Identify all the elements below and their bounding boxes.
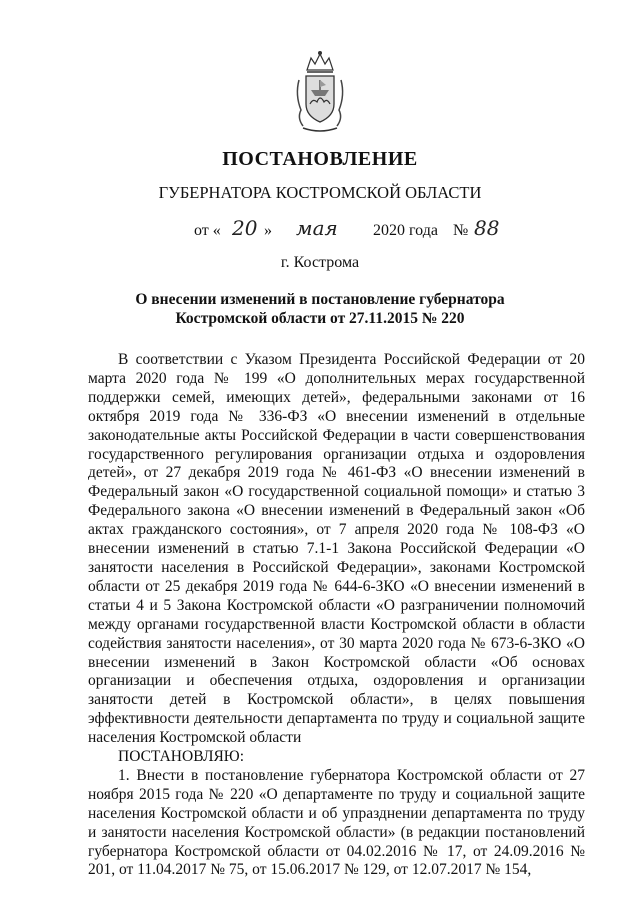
document-title: ПОСТАНОВЛЕНИЕ xyxy=(222,148,418,170)
subject-line-1: О внесении изменений в постановление губернатора xyxy=(135,291,505,308)
document-subject xyxy=(0,290,640,328)
handwritten-number: 88 xyxy=(474,216,500,240)
date-close-quote: » xyxy=(264,222,272,239)
handwritten-day: 20 xyxy=(232,216,258,240)
decree-word: ПОСТАНОВЛЯЮ: xyxy=(118,748,245,766)
issuer-title: ГУБЕРНАТОРА КОСТРОМСКОЙ ОБЛАСТИ xyxy=(158,183,482,202)
date-year: 2020 года xyxy=(373,222,438,239)
date-prefix: от « xyxy=(194,222,221,239)
subject-line-2: Костромской области от 27.11.2015 № 220 xyxy=(175,310,465,327)
preamble-paragraph: В соответствии с Указом Президента Российской Федерации от 20 марта 2020 года № 199 «О дополнительных мерах государственной поддержки семей, имеющих детей», федеральными законами от 16 октября 2019 года № 336-ФЗ «О внесении изменений в отдельные законодательные акты Российской Федерации в части совершенствования государственного регулирования организации отдыха и оздоровления детей», от 27 декабря 2019 года № 461-ФЗ «О внесении изменений в Федеральный закон «О государственной социальной помощи» и статью 3 Федерального закона «О внесении изменений в Федеральный закон «Об актах гражданского состояния», от 7 апреля 2020 года № 108-ФЗ «О внесении изменений в статью 7.1-1 Закона Российской Федерации «О занятости населения в Российской Федерации», законами Костромской области от 25 декабря 2019 года № 644-6-ЗКО «О внесении изменений в статьи 4 и 5 Закона Костромской области «О разграничении полномочий между органами государственной власти Костромской области в области содействия занятости населения», от 30 марта 2020 года № 673-6-ЗКО «О внесении изменений в Закон Костромской области «Об основах организации и обеспечения отдыха, оздоровления и организации занятости детей в Костромской области», в целях повышения эффективности деятельности департамента по труду и социальной защите населения Костромской области xyxy=(88,351,585,747)
document-body xyxy=(88,351,585,880)
city-line: г. Кострома xyxy=(280,254,360,271)
date-line xyxy=(0,216,640,246)
item-1-paragraph: 1. Внести в постановление губернатора Костромской области от 27 ноября 2015 года № 220 «О департаменте по труду и социальной защите населения Костромской области и об упразднении департамента по труду и занятости населения Костромской области» (в редакции постановлений губернатора Костромской области от 04.02.2016 № 17, от 24.09.2016 № 201, от 11.04.2017 № 75, от 15.06.2017 № 129, от 12.07.2017 № 154, xyxy=(88,766,585,879)
number-sign: № xyxy=(453,222,469,239)
handwritten-month: мая xyxy=(296,216,338,240)
coat-of-arms-icon xyxy=(293,50,347,134)
